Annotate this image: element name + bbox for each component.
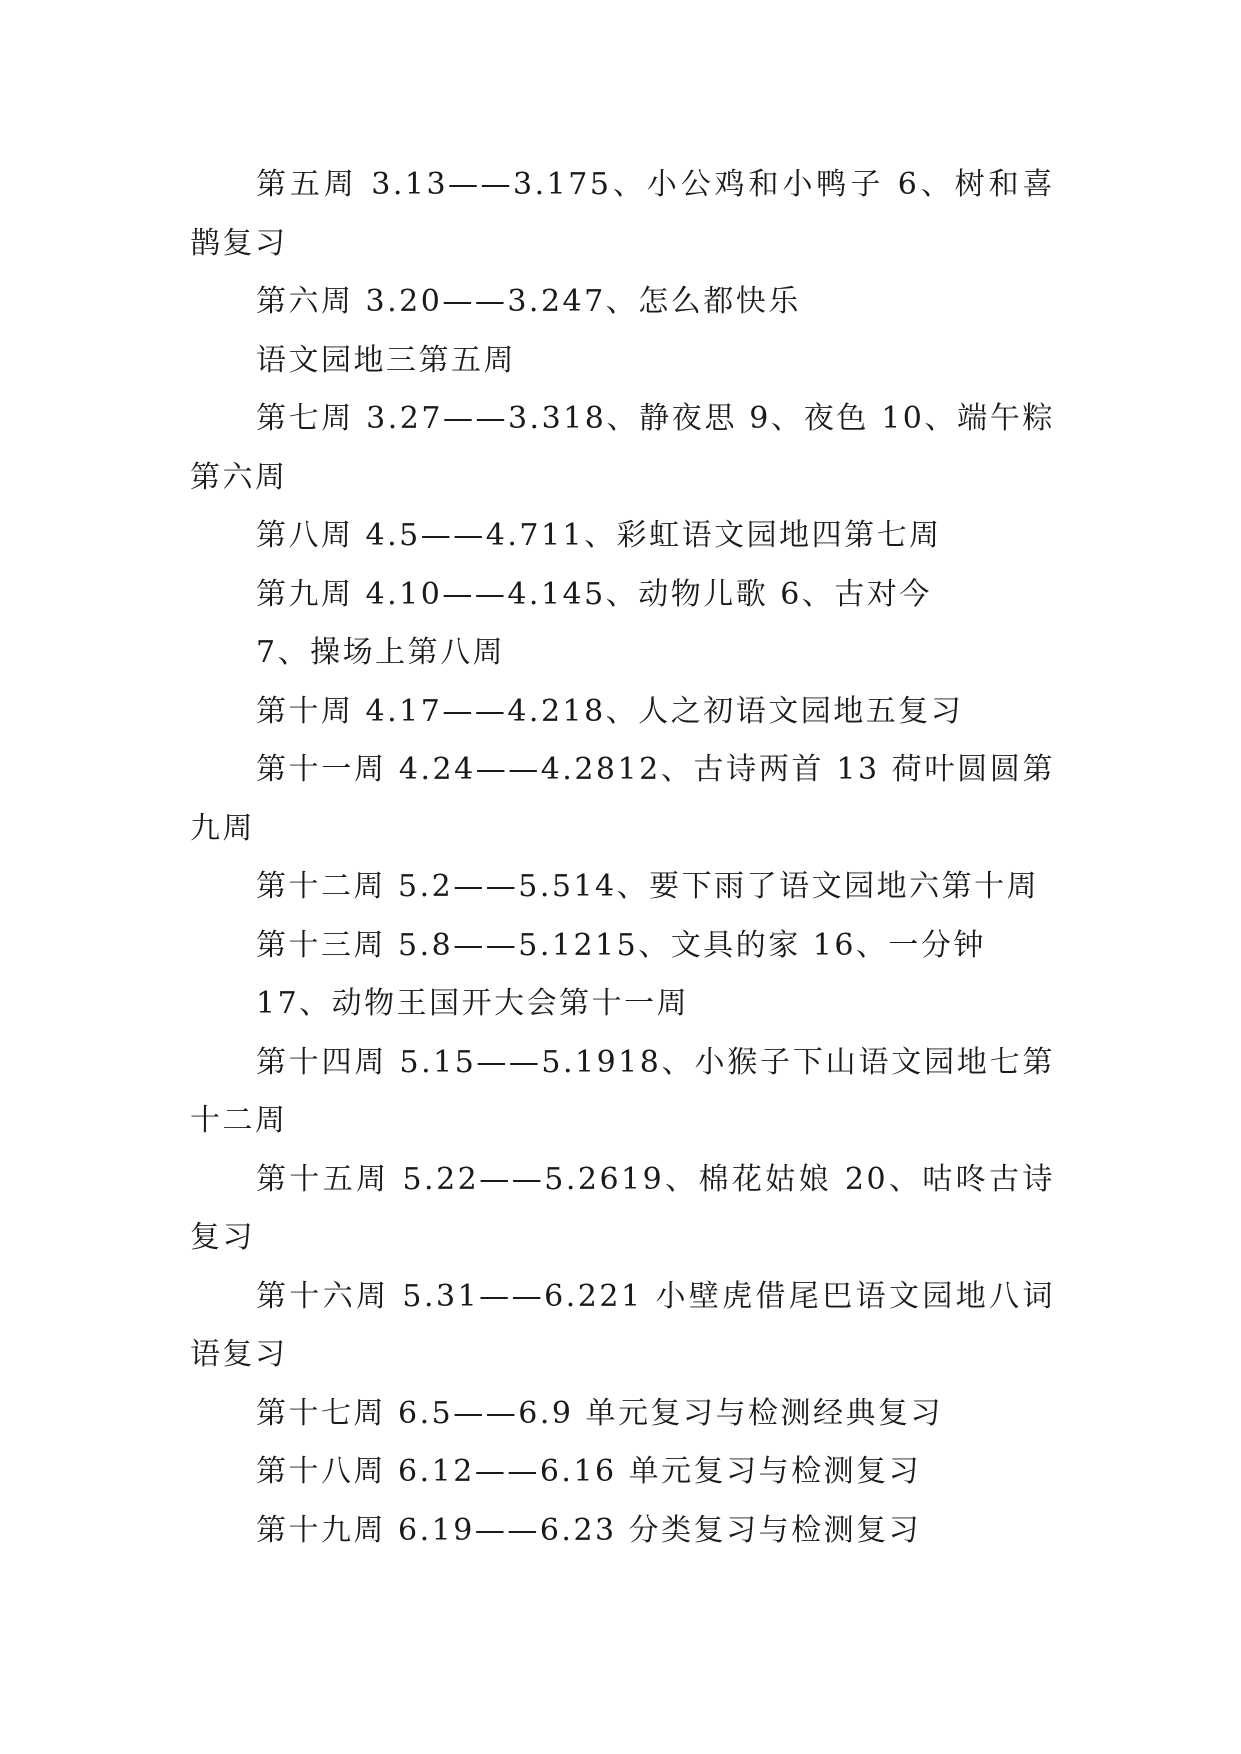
paragraph-week-9-cont: 7、操场上第八周 xyxy=(256,635,506,670)
paragraph-week-18: 第十八周 6.12——6.16 单元复习与检测复习 xyxy=(256,1454,922,1489)
paragraph-week-13: 第十三周 5.8——5.1215、文具的家 16、一分钟 xyxy=(256,927,986,963)
paragraph-week-7: 第七周 3.27——3.318、静夜思 9、夜色 10、端午粽第六周 xyxy=(190,401,1055,495)
document-body xyxy=(190,156,1055,1560)
paragraph-week-8: 第八周 4.5——4.711、彩虹语文园地四第七周 xyxy=(256,518,942,553)
paragraph-week-9: 第九周 4.10——4.145、动物儿歌 6、古对今 xyxy=(256,576,932,612)
paragraph-week-19: 第十九周 6.19——6.23 分类复习与检测复习 xyxy=(256,1512,922,1548)
paragraph-week-11: 第十一周 4.24——4.2812、古诗两首 13 荷叶圆圆第九周 xyxy=(190,752,1055,846)
paragraph-week-5: 第五周 3.13——3.175、小公鸡和小鸭子 6、树和喜鹊复习 xyxy=(190,167,1055,261)
paragraph-week-10: 第十周 4.17——4.218、人之初语文园地五复习 xyxy=(256,693,964,729)
paragraph-week-6: 第六周 3.20——3.247、怎么都快乐 xyxy=(256,284,801,319)
paragraph-week-17: 第十七周 6.5——6.9 单元复习与检测经典复习 xyxy=(256,1395,943,1431)
paragraph-week-13-cont: 17、动物王国开大会第十一周 xyxy=(256,986,690,1021)
paragraph-week-6-cont: 语文园地三第五周 xyxy=(256,342,516,378)
paragraph-week-16: 第十六周 5.31——6.221 小壁虎借尾巴语文园地八词语复习 xyxy=(190,1278,1055,1372)
paragraph-week-15: 第十五周 5.22——5.2619、棉花姑娘 20、咕咚古诗复习 xyxy=(190,1161,1055,1255)
paragraph-week-12: 第十二周 5.2——5.514、要下雨了语文园地六第十周 xyxy=(256,869,1040,904)
paragraph-week-14: 第十四周 5.15——5.1918、小猴子下山语文园地七第十二周 xyxy=(190,1044,1055,1138)
